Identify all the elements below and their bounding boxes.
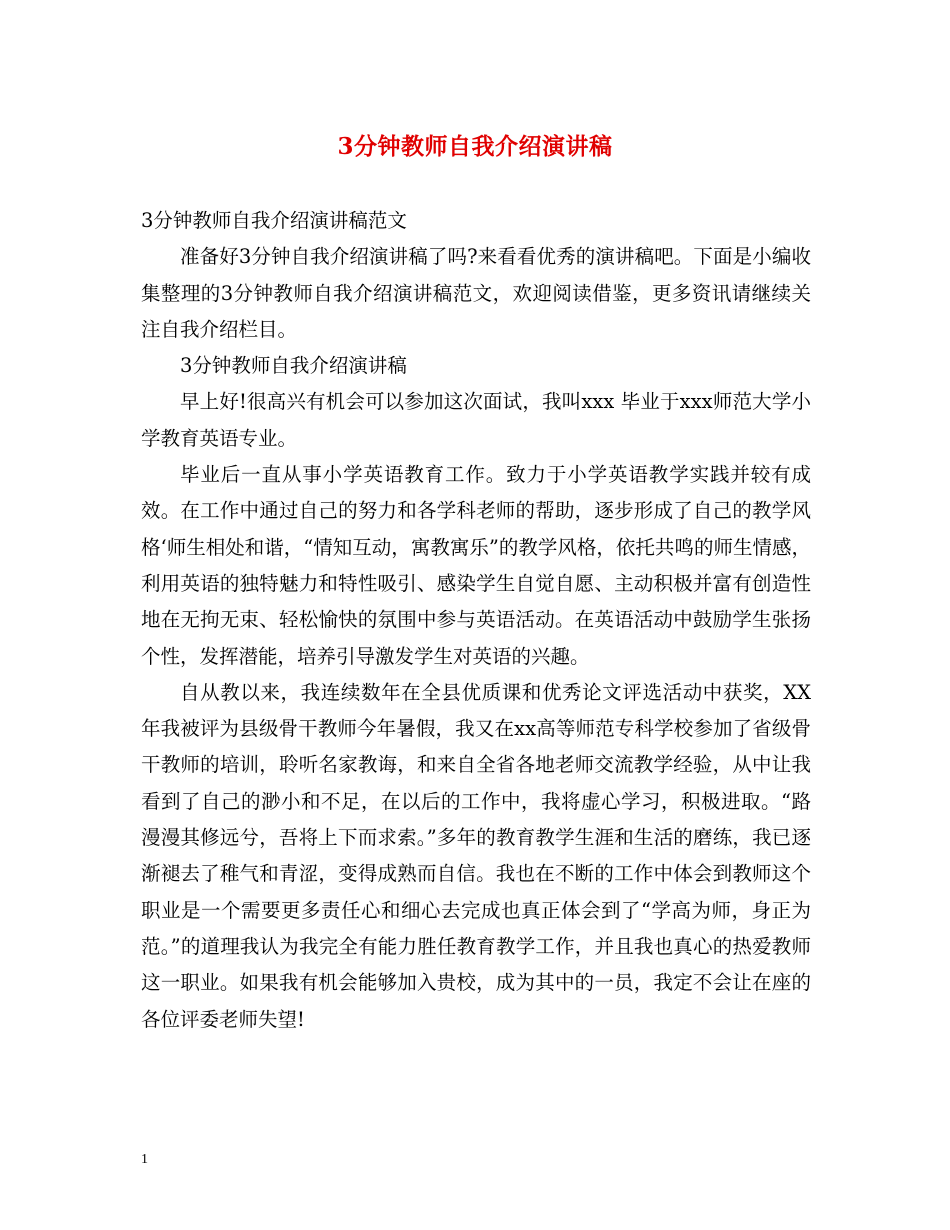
document-title: 3分钟教师自我介绍演讲稿 [337, 133, 613, 160]
experience-paragraph: 毕业后一直从事小学英语教育工作。致力于小学英语教学实践并较有成效。在工作中通过自己的努力和各学科老师的帮助，逐步形成了自己的教学风格‘师生相处和谐，“情知互动，寓教寓乐”的教学风格，依托共鸣的师生情感，利用英语的独特魅力和特性吸引、感染学生自觉自愿、主动积极并富有创造性地在无拘无束、轻松愉快的氛围中参与英语活动。在英语活动中鼓励学生张扬个性，发挥潜能，培养引导激发学生对英语的兴趣。 [141, 463, 811, 668]
document-body [141, 203, 811, 1038]
achievement-paragraph: 自从教以来，我连续数年在全县优质课和优秀论文评选活动中获奖，XX年我被评为县级骨干教师今年暑假，我又在xx高等师范专科学校参加了省级骨干教师的培训，聆听名家教诲，和来自全省各地老师交流教学经验，从中让我看到了自己的渺小和不足，在以后的工作中，我将虚心学习，积极进取。“路漫漫其修远兮，吾将上下而求索。”多年的教育教学生涯和生活的磨练，我已逐渐褪去了稚气和青涩，变得成熟而自信。我也在不断的工作中体会到教师这个职业是一个需要更多责任心和细心去完成也真正体会到了“学高为师，身正为范。”的道理我认为我完全有能力胜任教育教学工作，并且我也真心的热爱教师这一职业。如果我有机会能够加入贵校，成为其中的一员，我定不会让在座的各位评委老师失望! [141, 680, 811, 1031]
greeting-paragraph: 早上好!很高兴有机会可以参加这次面试，我叫xxx 毕业于xxx师范大学小学教育英语专业。 [141, 390, 811, 450]
section-heading: 3分钟教师自我介绍演讲稿 [180, 354, 407, 378]
intro-paragraph: 准备好3分钟自我介绍演讲稿了吗?来看看优秀的演讲稿吧。下面是小编收集整理的3分钟教师自我介绍演讲稿范文，欢迎阅读借鉴，更多资讯请继续关注自我介绍栏目。 [141, 245, 811, 341]
page-number: 1 [141, 1152, 148, 1167]
subtitle-line: 3分钟教师自我介绍演讲稿范文 [141, 209, 407, 232]
